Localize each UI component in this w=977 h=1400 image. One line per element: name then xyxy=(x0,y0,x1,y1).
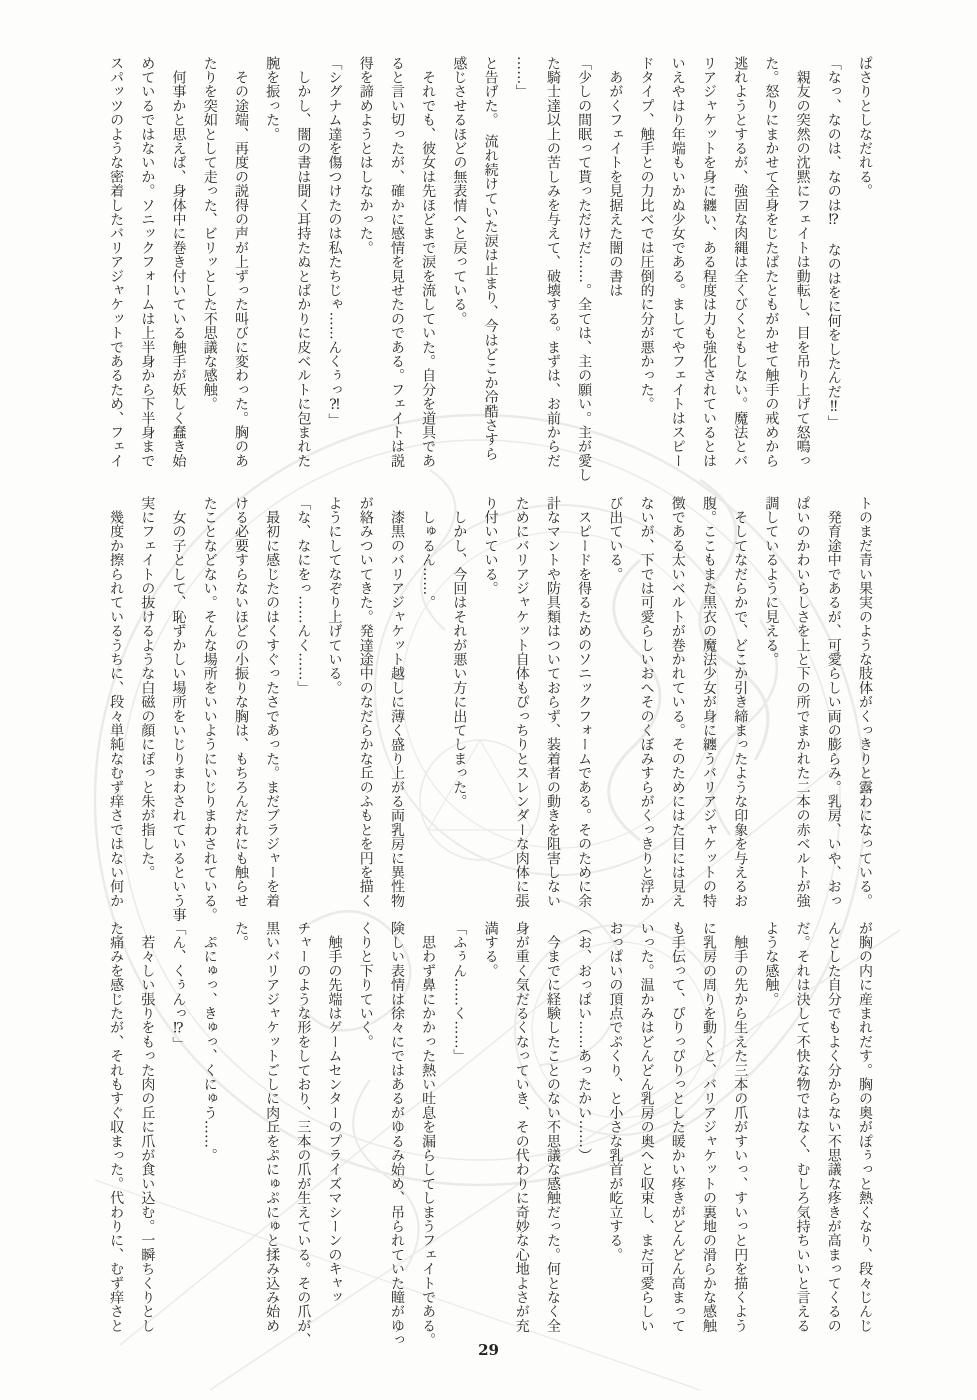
text-column: 漆黒のバリアジャケット越しに薄く盛り上がる両乳房に異性物 xyxy=(388,496,405,908)
text-column: 「シグナム達を傷つけたのは私たちじゃ……んくぅっ⁈」 xyxy=(326,56,343,428)
text-column: 得を諦めようとはしなかった。 xyxy=(357,56,374,255)
text-column: 逃れようとするが、強固な肉縄は全くびくともしない。魔法とバ xyxy=(732,56,749,468)
text-column: そしてなだらかで、どこか引き締まったような印象を与えるお xyxy=(732,496,749,908)
text-column: 身が重く気だるくなっていき、その代わりに奇妙な心地よさが充 xyxy=(513,921,530,1333)
text-column: 「ふぅん……く……」 xyxy=(451,921,468,1063)
text-column: ような感触。 xyxy=(763,921,780,1007)
text-column: 触手の先端はゲームセンターのプライズマシーンのキャッ xyxy=(326,921,343,1305)
text-column: た。 xyxy=(232,921,249,950)
text-column: 腕を振った。 xyxy=(264,56,281,142)
text-column: ると言い切ったが、確かに感情を見せたのである。フェイトは説 xyxy=(388,56,405,468)
text-column: 「なっ、なのは、なのは⁉ なのはをに何をしたんだ‼」 xyxy=(825,56,842,430)
text-column: が絡みついてきた。発達途中のなだらかな丘のふもとを円を描く xyxy=(357,496,374,908)
text-band-top xyxy=(100,56,880,498)
text-column: び出ている。 xyxy=(607,496,624,582)
text-column: その途端、再度の説得の声が上ずった叫びに変わった。胸のあ xyxy=(232,56,249,468)
text-column: 感じさせるほどの無表情へと戻っている。 xyxy=(451,56,468,326)
text-column: た痛みを感じたが、それもすぐ収まった。代わりに、むず痒さと xyxy=(108,921,125,1333)
text-column: たことなどない。そんな場所をいいようにいじりまわされている。 xyxy=(201,496,218,922)
text-column: 最初に感じたのはくすぐったさであった。まだブラジャーを着 xyxy=(264,496,281,908)
text-column: しかし、闇の書は聞く耳持たぬとばかりに皮ベルトに包まれた xyxy=(295,56,312,468)
text-column: も手伝って、ぴりっぴりっとした暖かい疼きがどんどん高まって xyxy=(669,921,686,1333)
text-column: スパッツのような密着したバリアジャケットであるため、フェイ xyxy=(108,56,125,468)
text-column: ようにしてなぞり上げている。 xyxy=(326,496,343,695)
text-column: チャーのような形をしており、三本の爪が生えている。その爪が、 xyxy=(295,921,312,1347)
text-column: しかし、今回はそれが悪い方に出てしまった。 xyxy=(451,496,468,809)
text-column: ……」 xyxy=(513,56,530,99)
text-column: ドタイプ、触手との力比べでは圧倒的に分が悪かった。 xyxy=(638,56,655,411)
text-column: くりと下りていく。 xyxy=(357,921,374,1049)
text-column: と告げた。 流れ続けていた涙は止まり、今はどこか冷酷さすら xyxy=(482,56,499,461)
text-column: ためにバリアジャケット自体もぴっちりとスレンダーな肉体に張 xyxy=(513,496,530,908)
text-column: 徴である太いベルトが巻かれている。そのためにはた目には見え xyxy=(669,496,686,908)
text-column: あがくフェイトを見据えた闇の書は xyxy=(607,56,624,298)
text-column: 黒いバリアジャケットごしに肉丘をぷにゅぷにゅと揉み込み始め xyxy=(264,921,281,1333)
text-column: 何事かと思えば、身体中に巻き付いている触手が妖しく蠢き始 xyxy=(170,56,187,468)
text-column: いった。温かみはどんどん乳房の奥へと収束し、まだ可愛らしい xyxy=(638,921,655,1333)
text-column: いえやはり年端もいかぬ少女である。ましてやフェイトはスピー xyxy=(669,56,686,468)
text-column: 「ん、くぅんっ⁉」 xyxy=(170,921,187,1051)
text-column: おっぱいの頂点でぷくり、と小さな乳首が屹立する。 xyxy=(607,921,624,1262)
text-column: （お、おっぱい……あったかい……） xyxy=(576,921,593,1163)
text-column: 触手の先から生えた三本の爪がすいっ、すいっと円を描くよう xyxy=(732,921,749,1333)
text-column: 「な、なにをっ……んく……」 xyxy=(295,496,312,695)
text-column: 発育途中であるが、可愛らしい両の膨らみ。乳房、いや、おっ xyxy=(825,496,842,908)
text-column: 女の子として、恥ずかしい場所をいじりまわされているという事 xyxy=(170,496,187,922)
text-column: ないが、下では可愛らしいおへそのくぼみすらがくっきりと浮か xyxy=(638,496,655,908)
text-column: た。怒りにまかせて全身をじたばたともがかせて触手の戒めから xyxy=(763,56,780,468)
text-column: トのまだ青い果実のような肢体がくっきりと露わになっている。 xyxy=(857,496,873,908)
text-column: 幾度か擦られているうちに、段々単純なむず痒さではない何か xyxy=(108,496,125,908)
page-number: 29 xyxy=(478,1341,499,1359)
text-column: んとした自分でもよく分からない不思議な疼きが高まってくるの xyxy=(825,921,842,1333)
text-band-bottom xyxy=(100,921,880,1363)
text-column: 思わず鼻にかかった熱い吐息を漏らしてしまうフェイトである。 xyxy=(420,921,437,1347)
text-column: たりを突如として走った、ビリッとした不思議な感触。 xyxy=(201,56,218,411)
text-column: しゅるん……。 xyxy=(420,496,437,610)
text-column: り付いている。 xyxy=(482,496,499,596)
text-column: 計なマントや防具類はついておらず、装着者の動きを阻害しない xyxy=(544,496,561,908)
text-column: 親友の突然の沈黙にフェイトは動転し、目を吊り上げて怒鳴っ xyxy=(794,56,811,468)
text-column: た騎士達以上の苦しみを与えて、破壊する。まずは、お前からだ xyxy=(544,56,561,468)
text-column: ける必要すらないほどの小振りな胸は、もちろんだれにも触らせ xyxy=(232,496,249,908)
text-band-middle xyxy=(100,496,880,938)
text-column: 調しているように見える。 xyxy=(763,496,780,667)
text-column: 腹。ここもまた黒衣の魔法少女が身に纏うバリアジャケットの特 xyxy=(700,496,717,908)
text-column: が胸の内に産まれだす。胸の奥がぽぅっと熱くなり、段々じんじ xyxy=(857,921,873,1333)
text-column: 険しい表情は徐々にではあるがゆるみ始め、吊られていた瞳がゆっ xyxy=(388,921,405,1347)
text-column: に乳房の周りを動くと、バリアジャケットの裏地の滑らかな感触 xyxy=(700,921,717,1333)
text-column: 満する。 xyxy=(482,921,499,978)
text-column: 若々しい張りをもった肉の丘に爪が食い込む。一瞬ちくりとし xyxy=(139,921,156,1333)
text-column: リアジャケットを身に纏い、ある程度は力も強化されているとは xyxy=(700,56,717,468)
text-column: それでも、彼女は先ほどまで涙を流していた。自分を道具であ xyxy=(420,56,437,468)
text-column: 実にフェイトの抜けるような白磁の顔にぽっと朱が指した。 xyxy=(139,496,156,880)
text-column: 今までに経験したことのない不思議な感触だった。何となく全 xyxy=(544,921,561,1333)
text-column: 「少しの間眠って貰っただけだ……。全ては、主の願い。主が愛し xyxy=(576,56,593,482)
text-column: ぷにゅっ、きゅっ、くにゅう……。 xyxy=(201,921,218,1163)
text-column: だ。それは決して不快な物ではなく、むしろ気持ちいいと言える xyxy=(794,921,811,1333)
text-column: スピードを得るためのソニックフォームである。そのために余 xyxy=(576,496,593,908)
text-column: ぱいのかわいらしさを上と下の所でまかれた二本の赤ベルトが強 xyxy=(794,496,811,908)
text-column: めているではないか。ソニックフォームは上半身から下半身まで xyxy=(139,56,156,468)
text-column: ぱさりとしなだれる。 xyxy=(857,56,873,198)
